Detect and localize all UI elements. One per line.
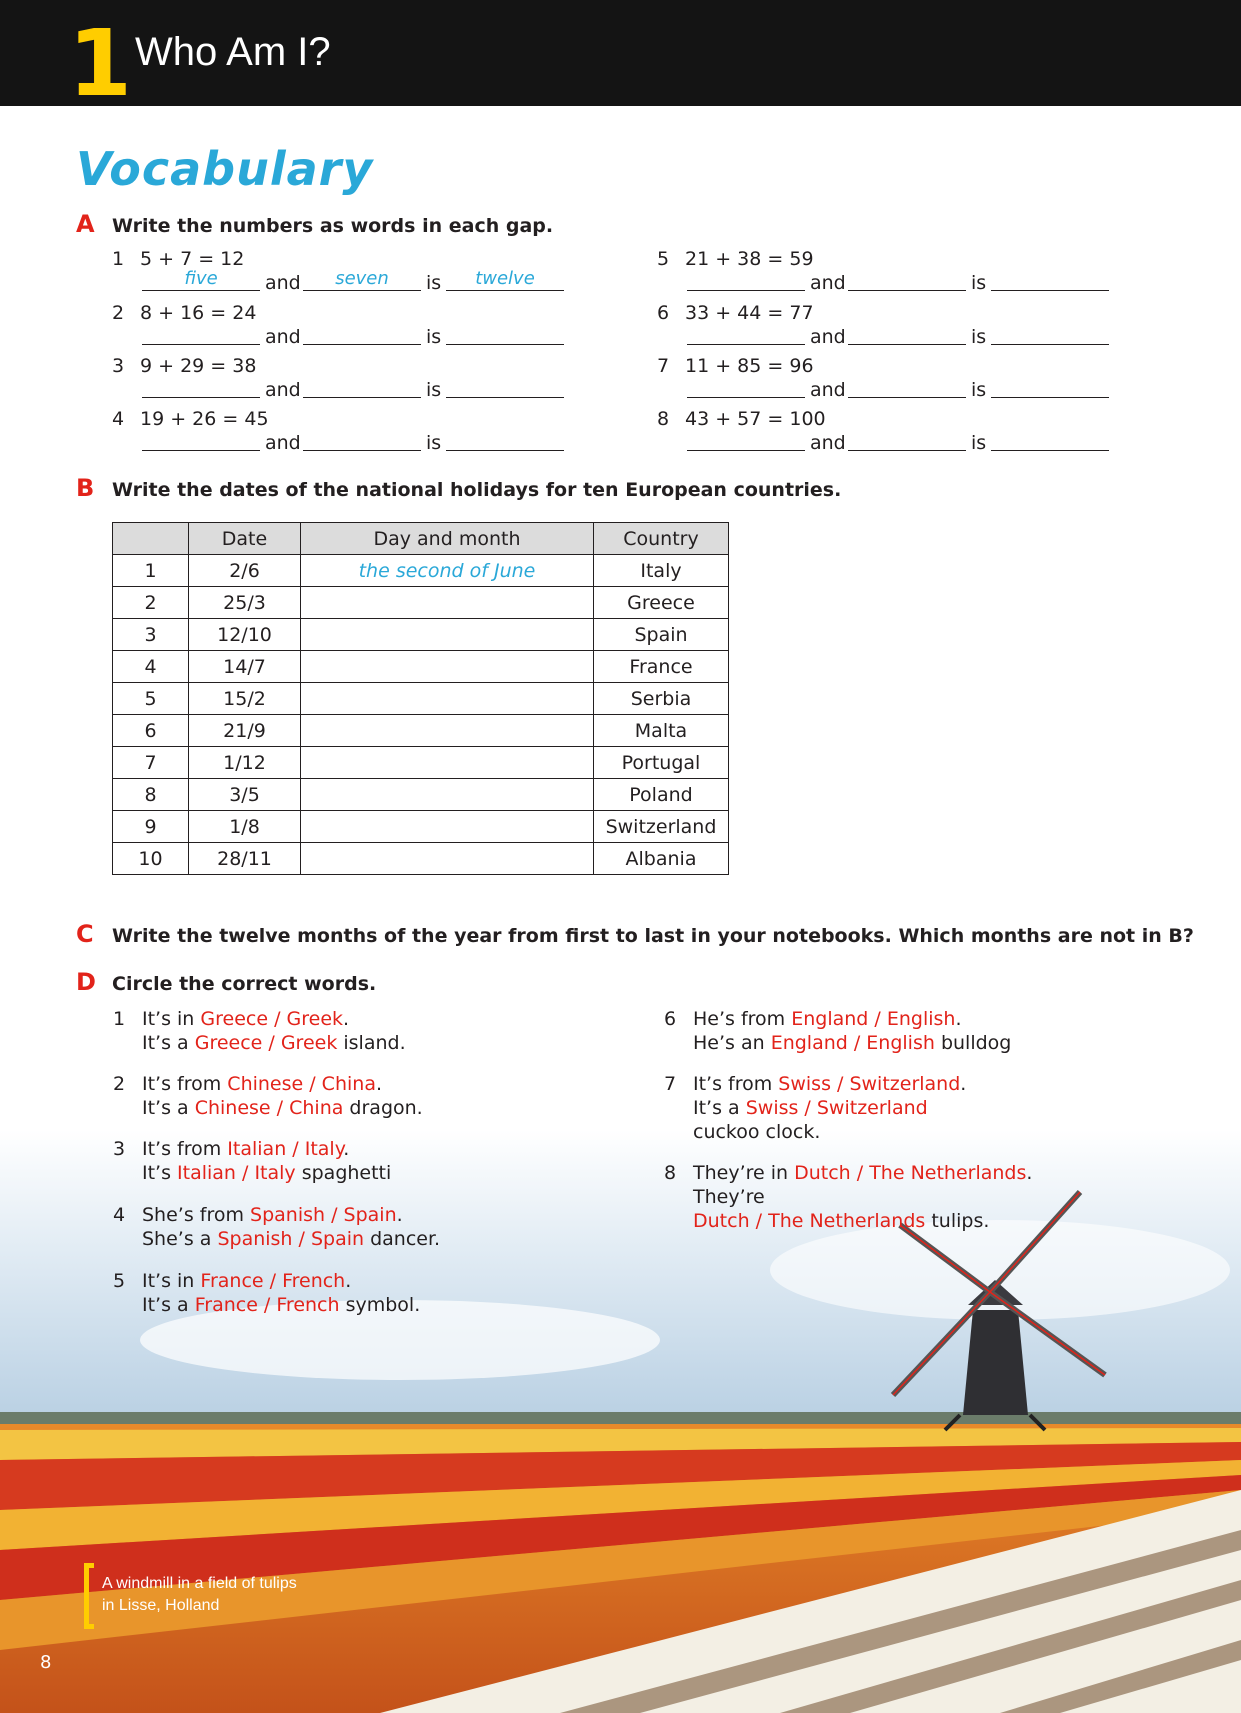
table-row [113,747,729,779]
is-word: is [426,432,442,454]
table-cell: 4 [113,651,189,683]
item-number: 3 [112,355,125,377]
item-line [142,1203,440,1227]
and-word: and [265,432,301,454]
table-cell: Italy [594,555,729,587]
table-cell: Poland [594,779,729,811]
caption-text [102,1573,297,1617]
word-choice[interactable]: Swiss / Switzerland [778,1073,961,1095]
answer-blank[interactable] [848,268,966,291]
table-cell: 1 [113,555,189,587]
exercise-letter: B [76,474,95,502]
item-text: It’s in [142,1008,201,1030]
answer-blank[interactable] [991,268,1109,291]
word-choice[interactable]: Greece / Greek [200,1008,344,1030]
equation: 9 + 29 = 38 [140,355,257,377]
and-word: and [810,272,846,294]
item-text: tulips. [925,1210,990,1232]
circle-item [113,1269,543,1317]
item-text: symbol. [339,1294,421,1316]
equation: 5 + 7 = 12 [140,248,245,270]
item-text: He’s an [693,1032,771,1054]
table-row [113,587,729,619]
answer-blank[interactable] [303,428,421,451]
exercise-instruction: Write the dates of the national holidays for ten European countries. [112,479,842,501]
number-item [657,302,1077,352]
item-text: It’s from [142,1073,228,1095]
item-line [142,1031,406,1055]
table-cell: Greece [594,587,729,619]
table-row [113,843,729,875]
item-number: 7 [664,1073,677,1095]
answer-cell[interactable] [301,843,594,875]
item-line [142,1293,420,1317]
item-line [693,1161,1094,1209]
item-line [693,1209,1094,1233]
answer-blank[interactable] [446,428,564,451]
exercise-letter: D [76,968,96,996]
answer-blank[interactable]: five [142,268,260,291]
item-text: She’s a [142,1228,218,1250]
table-cell: 3 [113,619,189,651]
answer-cell[interactable] [301,587,594,619]
circle-item [113,1203,543,1251]
table-cell: Spain [594,619,729,651]
equation: 19 + 26 = 45 [140,408,269,430]
item-text: It’s from [693,1073,779,1095]
item-line [693,1120,966,1144]
unit-number: 1 [68,10,133,117]
table-header-cell [113,523,189,555]
item-text: It’s a [142,1097,195,1119]
table-row [113,715,729,747]
section-title: Vocabulary [76,142,374,196]
answer-cell[interactable]: the second of June [301,555,594,587]
table-cell: 1/12 [189,747,301,779]
table-header-cell: Day and month [301,523,594,555]
item-text: It’s a [142,1032,195,1054]
table-cell: 28/11 [189,843,301,875]
word-choice[interactable]: Dutch / The Netherlands [794,1162,1027,1184]
table-cell: 10 [113,843,189,875]
item-text: cuckoo clock. [693,1121,821,1143]
and-word: and [265,379,301,401]
answer-cell[interactable] [301,779,594,811]
answer-blank[interactable] [142,428,260,451]
item-text: . [960,1073,967,1095]
answer-blank[interactable]: seven [303,268,421,291]
item-line [693,1096,966,1120]
item-text: island. [337,1032,406,1054]
answer-blank[interactable] [687,322,805,345]
table-row [113,651,729,683]
word-choice[interactable]: England / English [770,1032,935,1054]
table-cell: 7 [113,747,189,779]
table-cell: 25/3 [189,587,301,619]
answer-blank[interactable] [848,322,966,345]
equation: 43 + 57 = 100 [685,408,826,430]
item-text: It’s in [142,1270,201,1292]
answer-blank[interactable] [848,375,966,398]
table-row [113,555,729,587]
equation: 8 + 16 = 24 [140,302,257,324]
circle-item [664,1007,1094,1055]
table-cell: Switzerland [594,811,729,843]
number-item [112,355,532,405]
item-text: It’s a [142,1294,195,1316]
exercise-letter: A [76,210,95,238]
circle-item [113,1137,543,1185]
item-text: They’re in [693,1162,795,1184]
table-cell: 2 [113,587,189,619]
is-word: is [426,379,442,401]
answer-blank[interactable] [303,375,421,398]
and-word: and [810,379,846,401]
table-cell: 15/2 [189,683,301,715]
item-line [693,1031,1011,1055]
table-cell: 1/8 [189,811,301,843]
item-text: . [343,1138,350,1160]
answer-blank[interactable]: twelve [446,268,564,291]
table-cell: 9 [113,811,189,843]
item-text: It’s [142,1162,178,1184]
and-word: and [810,432,846,454]
item-number: 4 [112,408,125,430]
word-choice[interactable]: Dutch / The Netherlands [693,1210,926,1232]
table-row [113,619,729,651]
exercise-letter: C [76,920,94,948]
item-line [142,1137,391,1161]
word-choice[interactable]: Greece / Greek [194,1032,338,1054]
table-row [113,779,729,811]
table-cell: 14/7 [189,651,301,683]
item-number: 2 [113,1073,126,1095]
equation: 33 + 44 = 77 [685,302,814,324]
exercise-instruction: Write the numbers as words in each gap. [112,215,554,237]
and-word: and [810,326,846,348]
table-cell: 5 [113,683,189,715]
answer-cell[interactable] [301,619,594,651]
answer-blank[interactable] [687,428,805,451]
is-word: is [971,379,987,401]
item-line [142,1007,406,1031]
table-header-cell: Date [189,523,301,555]
and-word: and [265,272,301,294]
item-text: It’s a [693,1097,746,1119]
table-cell: France [594,651,729,683]
exercise-instruction: Circle the correct words. [112,973,377,995]
is-word: is [426,326,442,348]
equation: 11 + 85 = 96 [685,355,814,377]
unit-title: Who Am I? [135,30,331,74]
is-word: is [426,272,442,294]
exercise-instruction: Write the twelve months of the year from first to last in your notebooks. Which months are not in B? [112,925,1194,947]
answer-cell[interactable] [301,811,594,843]
item-text: . [396,1204,403,1226]
caption-line: in Lisse, Holland [102,1597,220,1614]
table-cell: 8 [113,779,189,811]
item-line [142,1227,440,1251]
item-text: . [955,1008,962,1030]
item-number: 1 [113,1008,126,1030]
item-number: 6 [657,302,670,324]
circle-item [664,1072,1094,1144]
circle-item [113,1007,543,1055]
item-text: dancer. [364,1228,441,1250]
answer-blank[interactable] [991,428,1109,451]
item-line [693,1072,966,1096]
is-word: is [971,326,987,348]
word-choice[interactable]: Chinese / China [194,1097,344,1119]
table-cell: Malta [594,715,729,747]
item-text: It’s from [142,1138,228,1160]
circle-item [113,1072,543,1120]
word-choice[interactable]: Italian / Italy [227,1138,344,1160]
item-line [142,1096,423,1120]
and-word: and [265,326,301,348]
item-text: spaghetti [295,1162,392,1184]
item-line [142,1161,391,1185]
answer-cell[interactable] [301,683,594,715]
holiday-table [112,522,729,875]
item-text: . [345,1270,352,1292]
answer-blank[interactable] [446,322,564,345]
table-row [113,811,729,843]
word-choice[interactable]: England / English [791,1008,956,1030]
item-text: . [375,1073,383,1095]
answer-blank[interactable] [142,322,260,345]
item-number: 5 [113,1270,126,1292]
table-row [113,683,729,715]
item-text: bulldog [934,1032,1012,1054]
word-choice[interactable]: Chinese / China [227,1073,376,1095]
table-cell: 3/5 [189,779,301,811]
item-number: 8 [657,408,670,430]
table-cell: 6 [113,715,189,747]
number-item [112,408,532,458]
number-item [112,302,532,352]
equation: 21 + 38 = 59 [685,248,814,270]
item-text: dragon. [343,1097,423,1119]
number-item [657,248,1077,298]
table-cell: Albania [594,843,729,875]
item-line [142,1269,420,1293]
item-number: 5 [657,248,670,270]
unit-header-bar [0,0,1241,117]
number-item [112,248,535,298]
table-header-cell: Country [594,523,729,555]
item-text: . [343,1008,350,1030]
item-text: She’s from [142,1204,251,1226]
item-number: 7 [657,355,670,377]
table-cell: 2/6 [189,555,301,587]
answer-cell[interactable] [301,747,594,779]
answer-blank[interactable] [991,375,1109,398]
answer-blank[interactable] [446,375,564,398]
answer-blank[interactable] [991,322,1109,345]
word-choice[interactable]: France / French [200,1270,346,1292]
word-choice[interactable]: Spanish / Spain [217,1228,365,1250]
word-choice[interactable]: Swiss / Switzerland [745,1097,928,1119]
item-text: He’s from [693,1008,792,1030]
item-number: 6 [664,1008,677,1030]
is-word: is [971,432,987,454]
item-number: 8 [664,1162,677,1184]
answer-cell[interactable] [301,715,594,747]
answer-blank[interactable] [687,268,805,291]
table-cell: Portugal [594,747,729,779]
page-number: 8 [40,1652,52,1673]
table-cell: Serbia [594,683,729,715]
item-number: 3 [113,1138,126,1160]
word-choice[interactable]: Italian / Italy [177,1162,296,1184]
caption-bracket [84,1563,94,1629]
word-choice[interactable]: Spanish / Spain [250,1204,397,1226]
number-item [657,408,1077,458]
item-number: 2 [112,302,125,324]
caption-line: A windmill in a field of tulips [102,1575,297,1592]
answer-blank[interactable] [142,375,260,398]
circle-item [664,1161,1094,1232]
exercise-a-heading [76,210,553,238]
item-line [693,1007,1011,1031]
answer-blank[interactable] [303,322,421,345]
exercise-b-heading [76,474,841,502]
answer-cell[interactable] [301,651,594,683]
answer-blank[interactable] [848,428,966,451]
table-cell: 12/10 [189,619,301,651]
item-number: 1 [112,248,125,270]
is-word: is [971,272,987,294]
answer-blank[interactable] [687,375,805,398]
item-line [142,1072,423,1096]
item-number: 4 [113,1204,126,1226]
table-header-row [113,523,729,555]
exercise-d-heading [76,968,376,996]
table-cell: 21/9 [189,715,301,747]
word-choice[interactable]: France / French [194,1294,340,1316]
number-item [657,355,1077,405]
photo-caption [84,1563,354,1629]
item-text: . They’re [693,1162,1033,1208]
exercise-c-heading [76,920,1194,948]
